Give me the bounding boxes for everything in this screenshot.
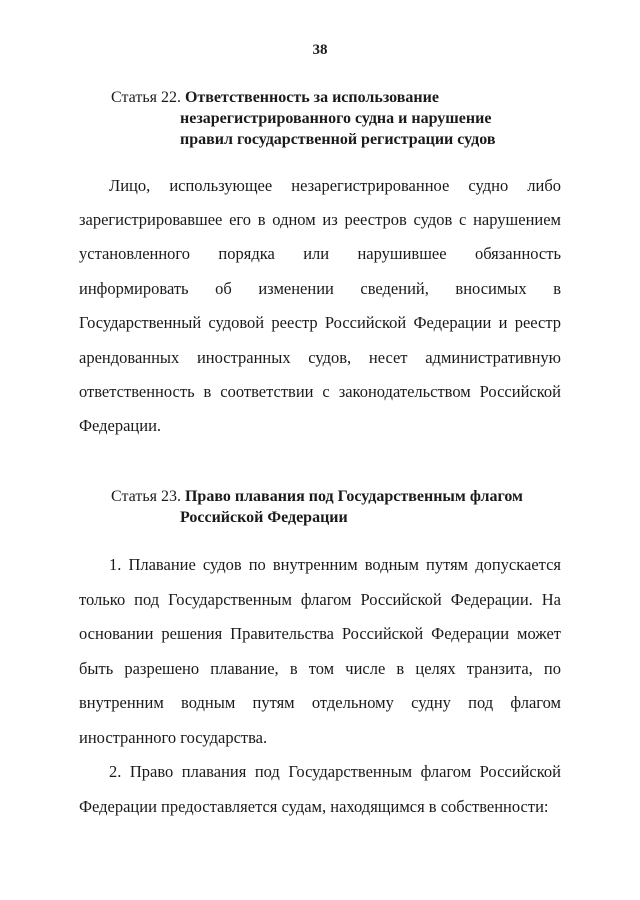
article-23-title-line-2: Российской Федерации: [180, 509, 348, 526]
article-22-heading-line-1: [111, 87, 495, 108]
article-23-paragraph-1-line: основании решения Правительства Российской Федерации может: [79, 624, 561, 643]
article-22-title-line-3: правил государственной регистрации судов: [180, 131, 496, 148]
article-23-heading-line-1: [111, 486, 523, 507]
article-22-paragraph-line: арендованных иностранных судов, несет административную: [79, 348, 561, 367]
article-22-paragraph-line: зарегистрировавшее его в одном из реестров судов с нарушением: [79, 210, 561, 229]
page-number: 38: [312, 42, 328, 58]
article-22-paragraph-line: Лицо, использующее незарегистрированное судно либо: [109, 176, 561, 195]
article-23-paragraph-1-line: только под Государственным флагом Российской Федерации. На: [79, 590, 561, 609]
article-23-number: Статья 23.: [111, 488, 181, 505]
article-22-title-line-2: незарегистрированного судна и нарушение: [180, 110, 492, 127]
article-23-paragraph-1-line: быть разрешено плавание, в том числе в целях транзита, по: [79, 659, 561, 678]
article-22-paragraph-line: информировать об изменении сведений, вносимых в: [79, 279, 561, 298]
article-22-paragraph-line: установленного порядка или нарушившее обязанность: [79, 244, 561, 263]
article-22-paragraph-line: Федерации.: [79, 416, 162, 435]
article-23-paragraph-2-line: 2. Право плавания под Государственным флагом Российской: [109, 762, 561, 781]
article-22-title-line-1: Ответственность за использование: [184, 89, 439, 106]
article-23-title-line-1: Право плавания под Государственным флагом: [184, 488, 523, 505]
article-23-paragraph-1-line: внутренним водным путям отдельному судну под флагом: [79, 693, 561, 712]
article-23-heading: [111, 486, 523, 528]
article-22-paragraph-line: ответственность в соответствии с законодательством Российской: [79, 382, 561, 401]
article-23-paragraph-1-line: иностранного государства.: [79, 728, 268, 747]
article-23-paragraph-1-line: 1. Плавание судов по внутренним водным путям допускается: [109, 555, 561, 574]
article-22-paragraph-line: Государственный судовой реестр Российской Федерации и реестр: [79, 313, 561, 332]
article-22-number: Статья 22.: [111, 89, 181, 106]
article-22-heading: [111, 87, 495, 150]
article-23-paragraph-2-line: Федерации предоставляется судам, находящимся в собственности:: [79, 797, 549, 816]
